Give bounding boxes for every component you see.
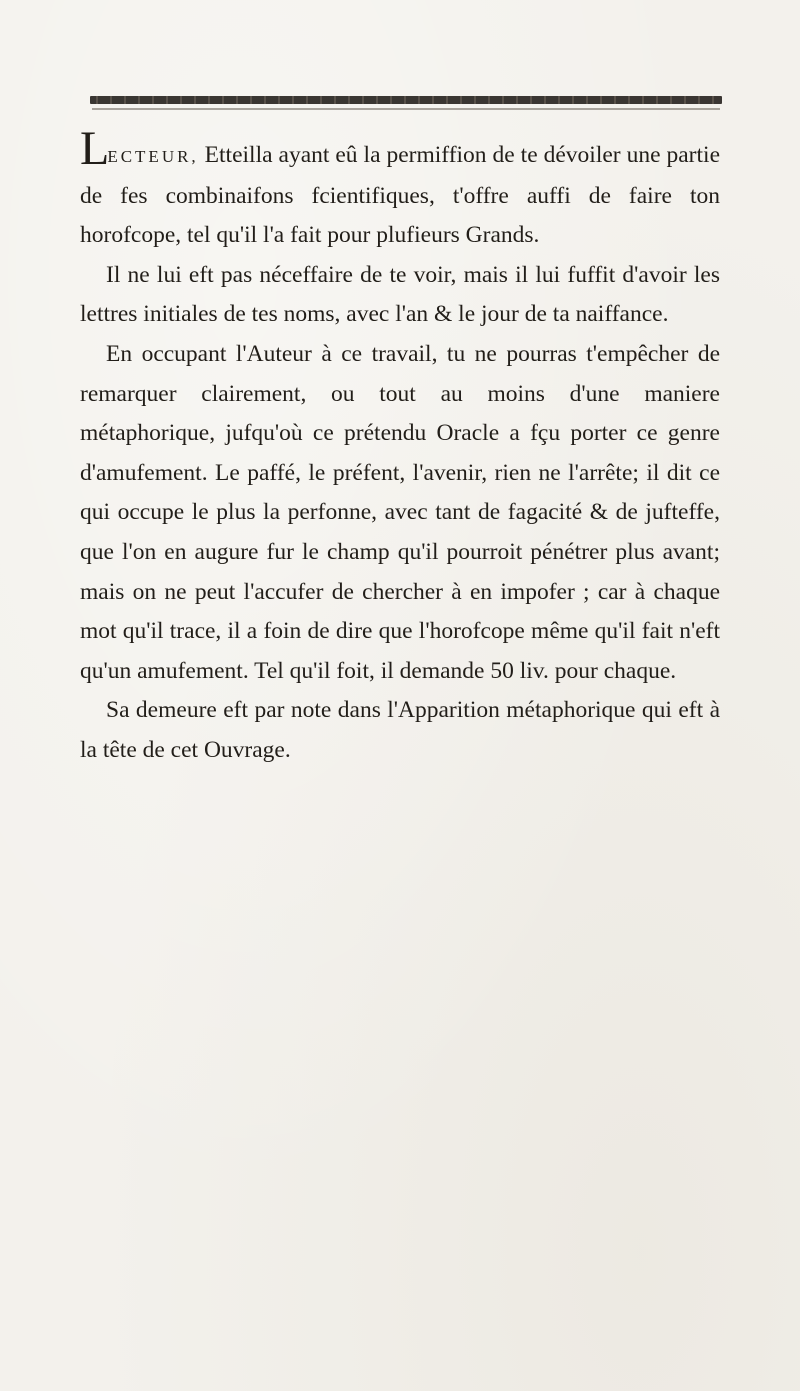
paragraph-4: Sa demeure eft par note dans l'Apparition métaphorique qui eft à la tête de cet Ouvrage. [80,697,720,763]
ornamental-rule [90,96,722,104]
rule-underline [92,108,720,110]
initial-letter: L [80,122,110,175]
opening-text: Etteilla ayant eû la permiffion de te dévoiler une partie de fes combinaifons fcientifiques, t'offre auffi de faire ton horofcope, tel qu'il l'a fait pour plufieurs Grands. [80,142,720,249]
paragraph-2: Il ne lui eft pas néceffaire de te voir, mais il lui fuffit d'avoir les lettres initiales de tes noms, avec l'an & le jour de ta naiffance. [80,261,720,328]
salutation-word: ECTEUR, [107,147,199,166]
paragraph-opening [80,122,720,256]
paragraph-3: En occupant l'Auteur à ce travail, tu ne pourras t'empêcher de remarquer clairement, ou tout au moins d'une maniere métaphorique, jufqu'où ce prétendu Oracle a fçu porter ce genre d'amufement. Le paffé, le préfent, l'avenir, rien ne l'arrête; il dit ce qui occupe le plus la perfonne, avec tant de fagacité & de jufteffe, que l'on en augure fur le champ qu'il pourroit pénétrer plus avant; mais on ne peut l'accufer de chercher à en impofer ; car à chaque mot qu'il trace, il a foin de dire que l'horofcope même qu'il fait n'eft qu'un amufement. Tel qu'il foit, il demande 50 liv. pour chaque. [80,340,720,684]
body-text [80,122,720,771]
